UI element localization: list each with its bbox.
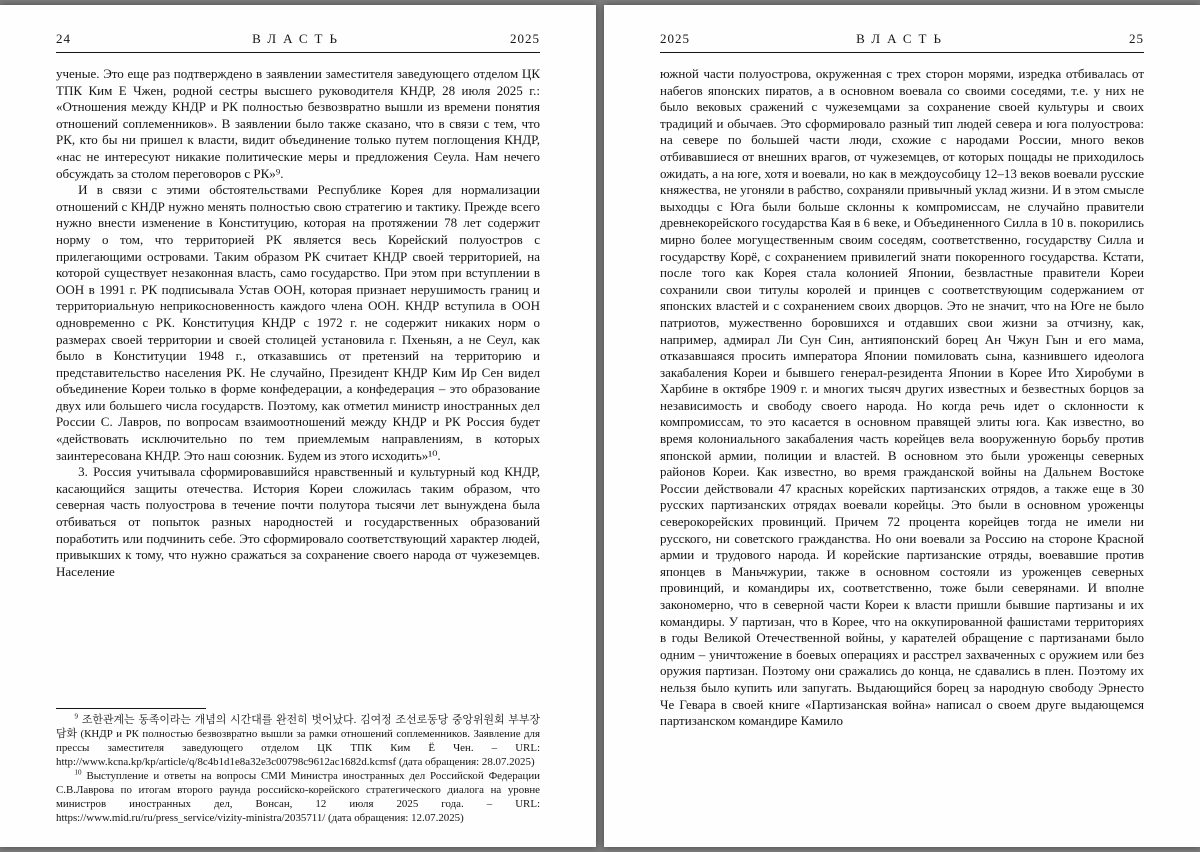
article-body-left (56, 66, 540, 580)
journal-title: ВЛАСТЬ (856, 31, 948, 46)
journal-year: 2025 (510, 31, 540, 46)
page-header-right (660, 31, 1144, 47)
paragraph: южной части полуострова, окруженная с трех сторон морями, изредка отбивалась от набегов японских пиратов, а в основном воевала со своими соседями, т.е. у них не было вековых сражений с чужеземцами за сохранение своей культуры и своих традиций и обычаев. Это сформировало разный тип людей севера и юга полуострова: на севере по большей части люди, схожие с народами России, много веков отбивавшиеся от внешних врагов, от чужеземцев, от которых пощады не приходилось ожидать, а на юге, хотя и воевали, но как в междоусобицу 12–13 веков воевали русские княжества, не угоняли в рабство, сохраняли привычный уклад жизни. И в этом смысле выходцы с Юга были больше склонны к компромиссам, не случайно правители древнекорейского государства Кая в 6 веке, и Объединенного Силла в 10 в. покорились мирно более могущественным своим соседям, соответственно, государству Силла и государству Корё, с сохранением привилегий знати покоренного государства. Кстати, после того как Корея стала колонией Японии, безвластные правители Кореи сохранили свои титулы королей и принцев с соответствующим содержанием от японских властей и с сохранением своих дворцов. Это не значит, что на Юге не было патриотов, мужественно боровшихся и отдавших свои жизни за отчизну, как, например, адмирал Ли Сун Син, антияпонский борец Ан Чжун Гын и его мама, отказавшаяся просить императора Японии помиловать сына, казнившего идеолога закабаления Кореи и бывшего генерал-резидента Японии в Корее Ито Хиробуми в Харбине в октябре 1909 г. и многих тысяч других известных и безвестных борцов за независимость и свободу своего народа. Но когда речь идет о склонности к компромиссам, то это касается в основном правящей элиты юга. Как известно, во время колониального закабаления часть корейцев вела вооруженную борьбу против японской армии, полиции и властей. В основном это были уроженцы северных районов Кореи. Как известно, во время гражданской войны на Дальнем Востоке России действовали 47 красных корейских партизанских отрядов, а также еще в 30 русских партизанских отрядах воевали корейцы. Это были в основном уроженцы северокорейских провинций. Причем 72 процента корейцев тогда не имели ни русского, ни советского гражданства. Но они воевали за Россию на стороне Красной армии и трудового народа. И корейские партизанские отряды, воевавшие против японцев в Маньчжурии, также в основном состояли из уроженцев северных провинций, и командиры их, соответственно, тоже были северянами. И вполне закономерно, что в северной части Кореи к власти пришли бывшие партизаны и их командиры. У партизан, что в Корее, что на оккупированной фашистами территориях в годы Великой Отечественной войны, у карателей обращение с партизанами было одним – уничтожение в боевых операциях и расстрел захваченных с оружием или без оружия партизан. Поэтому они сражались до конца, не сдавались в плен. Поэтому их нельзя было купить или запугать. Выдающийся борец за народную свободу Эрнесто Че Гевара в своей книге «Партизанская война» написал о своем друге выдающемся партизанском командире Камило (660, 66, 1144, 729)
footnote-rule (56, 708, 206, 709)
footnote-marker: 9 (74, 712, 79, 721)
page-number-right: 25 (1129, 31, 1144, 46)
journal-year: 2025 (660, 31, 690, 46)
footnote-block (56, 698, 540, 825)
footnote-10 (56, 769, 540, 825)
header-rule (56, 52, 540, 53)
article-body-right (660, 66, 1144, 730)
paragraph: И в связи с этими обстоятельствами Республике Корея для нормализации отношений с КНДР нужно менять полностью свою стратегию и тактику. Прежде всего нужно внести изменение в Конституцию, которая на протяжении 78 лет содержит норму о том, что территорией РК является весь Корейский полуостров с прилегающими островами. Таким образом РК считает КНДР своей территорией, на которой существует незаконная власть, само государство. При этом при вступлении в ООН в 1991 г. РК подписывала Устав ООН, которая признает нерушимость границ и территориальную неприкосновенность каждого члена ООН. КНДР вступила в ООН одновременно с РК. Конституция КНДР с 1972 г. не содержит никаких норм о размерах своей территории и своей столицей установила г. Пхеньян, а не Сеул, как было в Конституции 1948 г., отказавшись от претензий на территорию и представительство населения РК. Не случайно, Президент КНДР Ким Ир Сен видел объединение Кореи только в форме конфедерации, а конфедерация – это образование двух или большего числа государств. Поэтому, как отметил министр иностранных дел России С. Лавров, по вопросам взаимоотношений между КНДР и РК Россия будет «действовать исключительно по тем приемлемым направлениям, в которых заинтересована КНДР. Это наш союзник. Будем из этого исходить»¹⁰. (56, 182, 540, 463)
paragraph: ученые. Это еще раз подтверждено в заявлении заместителя заведующего отделом ЦК ТПК Ким Е Чжен, родной сестры высшего руководителя КНДР, 28 июля 2025 г.: «Отношения между КНДР и РК полностью безвозвратно вышли из времени понятия отношений соплеменников». В заявлении было также сказано, что в связи с тем, что РК, кто бы ни пришел к власти, видит объединение только путем поглощения КНДР, «нас не интересуют никакие политические меры и предложения Сеула. Нам нечего обсуждать за столом переговоров с РК»⁹. (56, 66, 540, 181)
paragraph: 3. Россия учитывала сформировавшийся нравственный и культурный код КНДР, касающийся защиты отечества. История Кореи сложилась таким образом, что северная часть полуострова в течение почти полутора тысячи лет вынуждена была отбиваться от попыток разных народностей и государственных образований поработить или подчинить себе. Это сформировало соответствующий характер людей, привыкших к тому, что нужно сражаться за сохранение своего народа от чужеземцев. Население (56, 464, 540, 579)
footnote-9 (56, 713, 540, 769)
header-rule (660, 52, 1144, 53)
footnote-text: 조한관계는 동족이라는 개념의 시간대를 완전히 벗어났다. 김여정 조선로동당 중앙위원회 부부장 담화 (КНДР и РК полностью безвозвратно вышли за рамки отношений соплеменников. Заявление для прессы заместителя заведующего отделом ЦК ТПК Ким Ё Чен. – URL: http://www.kcna.kp/kp/article/q/8c4b1d1e8a32e3c00798c9612ac1682d.kcmsf (дата обращения: 28.07.2025) (56, 714, 540, 768)
footnote-text: Выступление и ответы на вопросы СМИ Министра иностранных дел Российской Федерации С.В.Лаврова по итогам второго раунда российско-корейского стратегического диалога на уровне министров иностранных дел, Вонсан, 12 июля 2025 года. – URL: https://www.mid.ru/ru/press_service/vizity-ministra/2035711/ (дата обращения: 12.07.2025) (56, 770, 540, 824)
page-left-24 (0, 5, 596, 847)
page-right-25 (604, 5, 1200, 847)
journal-title: ВЛАСТЬ (252, 31, 344, 46)
page-number-left: 24 (56, 31, 71, 46)
page-header-left (56, 31, 540, 47)
footnote-marker: 10 (74, 768, 82, 777)
